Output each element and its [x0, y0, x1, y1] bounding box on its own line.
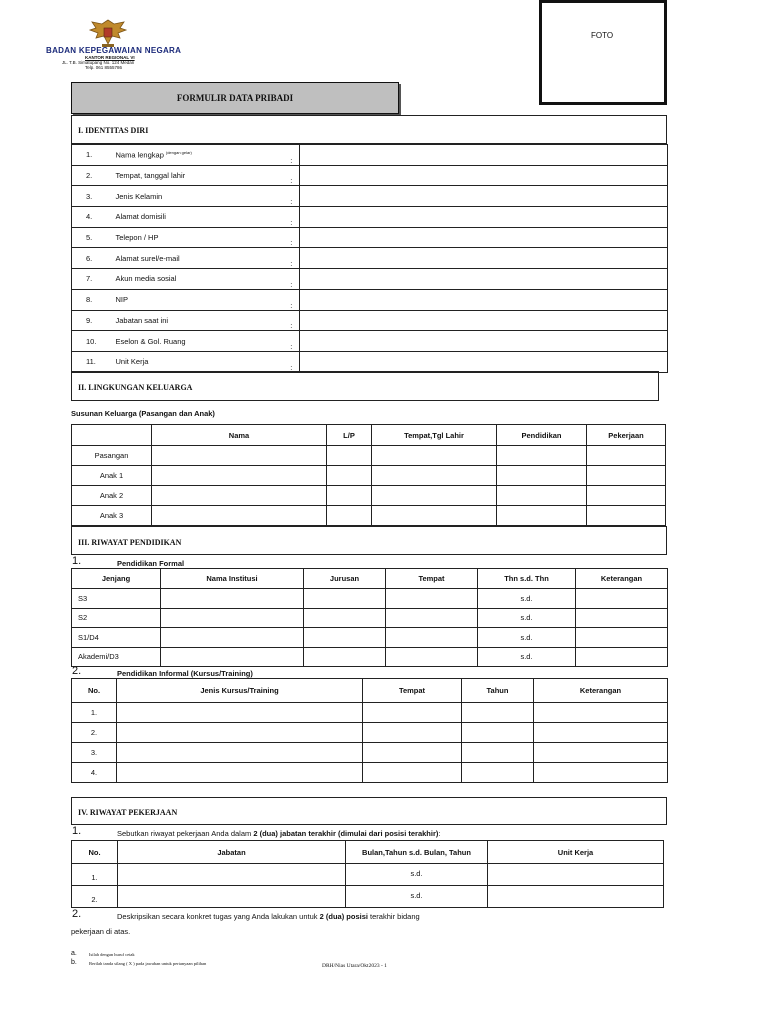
- pekerjaan-item2-num: 2.: [72, 908, 82, 920]
- column-header: Jurusan: [304, 569, 386, 589]
- identitas-colon: :: [284, 310, 300, 331]
- column-header: Keterangan: [576, 569, 668, 589]
- identitas-no: 4.: [72, 207, 112, 228]
- keluarga-member-label: Anak 3: [72, 506, 152, 526]
- identitas-label-text: Nama lengkap: [115, 150, 164, 160]
- identitas-label-text: Alamat domisili: [115, 212, 166, 222]
- column-header: Jabatan: [118, 841, 346, 864]
- identitas-label: [112, 227, 284, 248]
- informal-cell[interactable]: [117, 723, 363, 743]
- identitas-colon: :: [284, 331, 300, 352]
- keluarga-cell[interactable]: [152, 486, 327, 506]
- section-2-title-text: II. LINGKUNGAN KELUARGA: [78, 383, 193, 392]
- informal-no: 4.: [72, 763, 117, 783]
- identitas-colon: :: [284, 351, 300, 372]
- formal-cell[interactable]: [304, 589, 386, 609]
- identitas-colon: :: [284, 145, 300, 166]
- informal-no: 2.: [72, 723, 117, 743]
- office-name: KANTOR REGIONAL VI: [85, 55, 135, 60]
- formal-label: Pendidikan Formal: [117, 559, 185, 568]
- identitas-row: [72, 145, 668, 166]
- formal-row: [72, 589, 668, 609]
- identitas-colon: :: [284, 269, 300, 290]
- identitas-row: [72, 289, 668, 310]
- identitas-no: 9.: [72, 310, 112, 331]
- pekerjaan-cell[interactable]: [488, 886, 664, 908]
- identitas-value-field[interactable]: [300, 269, 668, 290]
- identitas-no: 3.: [72, 186, 112, 207]
- informal-row: [72, 763, 668, 783]
- formal-cell[interactable]: [576, 647, 668, 667]
- identitas-value-field[interactable]: [300, 227, 668, 248]
- identitas-row: [72, 269, 668, 290]
- identitas-no: 11.: [72, 351, 112, 372]
- pekerjaan-cell[interactable]: [118, 886, 346, 908]
- informal-no: 1.: [72, 703, 117, 723]
- identitas-value-field[interactable]: [300, 331, 668, 352]
- formal-cell[interactable]: [576, 628, 668, 648]
- identitas-row: [72, 186, 668, 207]
- informal-cell[interactable]: [363, 703, 462, 723]
- informal-label: Pendidikan Informal (Kursus/Training): [117, 669, 253, 678]
- footnote-b: [71, 959, 207, 966]
- garuda-emblem-icon: [88, 16, 128, 48]
- identitas-no: 10.: [72, 331, 112, 352]
- formal-num: 1.: [72, 555, 82, 567]
- formal-period[interactable]: s.d.: [478, 608, 576, 628]
- identitas-label: [112, 165, 284, 186]
- column-header: L/P: [327, 425, 372, 446]
- item1-bold-a: 2 (dua) jabatan terakhir (dimulai dari posisi terakhir): [253, 829, 439, 838]
- section-pendidikan-title: [71, 526, 667, 555]
- keluarga-row: [72, 506, 666, 526]
- informal-cell[interactable]: [363, 723, 462, 743]
- column-header: Pekerjaan: [587, 425, 666, 446]
- identitas-label-text: Tempat, tanggal lahir: [115, 171, 186, 181]
- identitas-label-text: Eselon & Gol. Ruang: [115, 336, 186, 346]
- identitas-label: [112, 145, 284, 166]
- informal-cell[interactable]: [363, 763, 462, 783]
- informal-cell[interactable]: [462, 723, 534, 743]
- formal-row: [72, 647, 668, 667]
- formal-level: S3: [72, 589, 161, 609]
- identitas-label: [112, 248, 284, 269]
- identitas-row: [72, 310, 668, 331]
- column-header: Nama: [152, 425, 327, 446]
- identitas-label-text: Alamat surel/e-mail: [115, 253, 180, 263]
- identitas-label-text: Akun media sosial: [115, 274, 177, 284]
- item1-text-b: :: [438, 829, 441, 838]
- identitas-colon: :: [284, 227, 300, 248]
- informal-cell[interactable]: [462, 763, 534, 783]
- keluarga-row: [72, 486, 666, 506]
- formal-level: Akademi/D3: [72, 647, 161, 667]
- formal-row: [72, 628, 668, 648]
- informal-cell[interactable]: [462, 703, 534, 723]
- informal-table: [71, 678, 668, 783]
- identitas-label-text: Unit Kerja: [115, 357, 149, 367]
- office-address: JL. T.B. Simatupang No. 124 Medan: [62, 60, 135, 65]
- photo-box[interactable]: [539, 0, 667, 105]
- formal-level: S2: [72, 608, 161, 628]
- section-4-title-text: IV. RIWAYAT PEKERJAAN: [78, 808, 178, 817]
- identitas-no: 7.: [72, 269, 112, 290]
- formal-level: S1/D4: [72, 628, 161, 648]
- keluarga-cell[interactable]: [152, 446, 327, 466]
- keluarga-cell[interactable]: [587, 446, 666, 466]
- formal-cell[interactable]: [161, 647, 304, 667]
- keluarga-row: [72, 466, 666, 486]
- keluarga-cell[interactable]: [587, 486, 666, 506]
- keluarga-subtitle: Susunan Keluarga (Pasangan dan Anak): [71, 409, 215, 418]
- photo-label: FOTO: [591, 31, 614, 40]
- pekerjaan-row: [72, 864, 664, 886]
- identitas-label-text: Jabatan saat ini: [115, 315, 169, 325]
- informal-num: 2.: [72, 665, 82, 677]
- formal-cell[interactable]: [576, 608, 668, 628]
- identitas-colon: :: [284, 207, 300, 228]
- keluarga-cell[interactable]: [497, 446, 587, 466]
- column-header: Tempat: [363, 679, 462, 703]
- formal-cell[interactable]: [161, 608, 304, 628]
- pekerjaan-row: [72, 886, 664, 908]
- informal-cell[interactable]: [534, 723, 668, 743]
- identitas-value-field[interactable]: [300, 165, 668, 186]
- footnote-b-text: Berilah tanda silang ( X ) pada jawaban untuk pertanyaan pilihan: [89, 961, 207, 966]
- identitas-colon: :: [284, 186, 300, 207]
- item1-text-a: Sebutkan riwayat pekerjaan Anda dalam: [117, 829, 254, 838]
- formal-row: [72, 608, 668, 628]
- identitas-no: 1.: [72, 145, 112, 166]
- identitas-label: [112, 186, 284, 207]
- pekerjaan-table: [71, 840, 664, 908]
- keluarga-row: [72, 446, 666, 466]
- keluarga-cell[interactable]: [152, 466, 327, 486]
- keluarga-member-label: Anak 1: [72, 466, 152, 486]
- pekerjaan-item1-text: [117, 829, 440, 838]
- section-identitas-title: [71, 115, 667, 144]
- column-header: Pendidikan: [497, 425, 587, 446]
- identitas-value-field[interactable]: [300, 186, 668, 207]
- keluarga-cell[interactable]: [587, 466, 666, 486]
- formal-cell[interactable]: [304, 628, 386, 648]
- section-1-title-text: I. IDENTITAS DIRI: [78, 126, 149, 135]
- section-pekerjaan-title: [71, 797, 667, 825]
- pekerjaan-item2-text-c: pekerjaan di atas.: [71, 927, 131, 936]
- keluarga-cell[interactable]: [497, 466, 587, 486]
- formal-cell[interactable]: [161, 628, 304, 648]
- formal-cell[interactable]: [386, 647, 478, 667]
- identitas-no: 2.: [72, 165, 112, 186]
- identitas-no: 6.: [72, 248, 112, 269]
- identitas-colon: :: [284, 165, 300, 186]
- pekerjaan-cell[interactable]: [118, 864, 346, 886]
- keluarga-cell[interactable]: [372, 466, 497, 486]
- keluarga-cell[interactable]: [327, 446, 372, 466]
- keluarga-member-label: Anak 2: [72, 486, 152, 506]
- column-header: [72, 425, 152, 446]
- informal-cell[interactable]: [534, 763, 668, 783]
- identitas-label: [112, 310, 284, 331]
- office-phone: Telp. 061 8555786: [85, 65, 123, 70]
- keluarga-cell[interactable]: [372, 506, 497, 526]
- column-header: No.: [72, 679, 117, 703]
- informal-cell[interactable]: [534, 743, 668, 763]
- footer-code: DRH/Nias Utara/Okt2023 - 1: [322, 963, 387, 969]
- keluarga-cell[interactable]: [497, 506, 587, 526]
- informal-row: [72, 743, 668, 763]
- keluarga-cell[interactable]: [327, 466, 372, 486]
- formal-period[interactable]: s.d.: [478, 589, 576, 609]
- formal-period[interactable]: s.d.: [478, 628, 576, 648]
- footnote-a-mark: a.: [71, 950, 77, 957]
- informal-cell[interactable]: [363, 743, 462, 763]
- identitas-label-text: Telepon / HP: [115, 233, 159, 243]
- identitas-table: [71, 144, 668, 373]
- footnote-a-text: Isilah dengan huruf cetak: [89, 952, 135, 957]
- keluarga-cell[interactable]: [372, 486, 497, 506]
- keluarga-table: [71, 424, 666, 526]
- identitas-label: [112, 207, 284, 228]
- identitas-value-field[interactable]: [300, 248, 668, 269]
- informal-cell[interactable]: [117, 703, 363, 723]
- pekerjaan-cell[interactable]: [488, 864, 664, 886]
- keluarga-cell[interactable]: [372, 446, 497, 466]
- pekerjaan-period[interactable]: s.d.: [346, 886, 488, 908]
- section-3-title-text: III. RIWAYAT PENDIDIKAN: [78, 538, 182, 547]
- formal-cell[interactable]: [304, 608, 386, 628]
- formal-cell[interactable]: [386, 589, 478, 609]
- keluarga-cell[interactable]: [587, 506, 666, 526]
- form-title-box: [71, 82, 399, 114]
- pekerjaan-no: 1.: [72, 864, 118, 886]
- identitas-value-field[interactable]: [300, 289, 668, 310]
- keluarga-cell[interactable]: [152, 506, 327, 526]
- identitas-row: [72, 331, 668, 352]
- pekerjaan-no: 2.: [72, 886, 118, 908]
- keluarga-member-label: Pasangan: [72, 446, 152, 466]
- identitas-label-text: Jenis Kelamin: [115, 191, 163, 201]
- formal-cell[interactable]: [161, 589, 304, 609]
- identitas-value-field[interactable]: [300, 351, 668, 372]
- identitas-value-field[interactable]: [300, 207, 668, 228]
- identitas-label-note: (dengan gelar): [165, 150, 192, 156]
- identitas-label: [112, 331, 284, 352]
- formal-cell[interactable]: [386, 608, 478, 628]
- footnote-b-mark: b.: [71, 959, 77, 966]
- identitas-row: [72, 207, 668, 228]
- informal-cell[interactable]: [117, 763, 363, 783]
- identitas-no: 8.: [72, 289, 112, 310]
- identitas-colon: :: [284, 248, 300, 269]
- column-header: Tempat: [386, 569, 478, 589]
- identitas-row: [72, 351, 668, 372]
- section-keluarga-title: [71, 371, 659, 401]
- column-header: No.: [72, 841, 118, 864]
- column-header: Tahun: [462, 679, 534, 703]
- informal-row: [72, 703, 668, 723]
- item2-text-a: Deskripsikan secara konkret tugas yang Anda lakukan untuk: [117, 912, 320, 921]
- pekerjaan-item1-num: 1.: [72, 825, 82, 837]
- formal-cell[interactable]: [386, 628, 478, 648]
- keluarga-cell[interactable]: [327, 506, 372, 526]
- column-header: Thn s.d. Thn: [478, 569, 576, 589]
- pekerjaan-item2-text: [117, 912, 420, 921]
- identitas-row: [72, 165, 668, 186]
- informal-cell[interactable]: [534, 703, 668, 723]
- org-name: BADAN KEPEGAWAIAN NEGARA: [46, 46, 182, 55]
- identitas-label: [112, 269, 284, 290]
- item2-text-b: terakhir bidang: [367, 912, 420, 921]
- column-header: Jenis Kursus/Training: [117, 679, 363, 703]
- formal-table: [71, 568, 668, 667]
- pekerjaan-period[interactable]: s.d.: [346, 864, 488, 886]
- identitas-row: [72, 227, 668, 248]
- identitas-value-field[interactable]: [300, 310, 668, 331]
- identitas-label: [112, 351, 284, 372]
- formal-period[interactable]: s.d.: [478, 647, 576, 667]
- identitas-value-field[interactable]: [300, 145, 668, 166]
- column-header: Bulan,Tahun s.d. Bulan, Tahun: [346, 841, 488, 864]
- column-header: Nama Institusi: [161, 569, 304, 589]
- column-header: Unit Kerja: [488, 841, 664, 864]
- formal-cell[interactable]: [304, 647, 386, 667]
- item2-bold-a: 2 (dua) posisi: [319, 912, 368, 921]
- informal-no: 3.: [72, 743, 117, 763]
- informal-cell[interactable]: [117, 743, 363, 763]
- column-header: Jenjang: [72, 569, 161, 589]
- form-title: FORMULIR DATA PRIBADI: [176, 93, 294, 103]
- identitas-label-text: NIP: [115, 295, 129, 305]
- column-header: Tempat,Tgl Lahir: [372, 425, 497, 446]
- keluarga-cell[interactable]: [497, 486, 587, 506]
- keluarga-cell[interactable]: [327, 486, 372, 506]
- formal-cell[interactable]: [576, 589, 668, 609]
- identitas-label: [112, 289, 284, 310]
- identitas-colon: :: [284, 289, 300, 310]
- identitas-no: 5.: [72, 227, 112, 248]
- identitas-row: [72, 248, 668, 269]
- column-header: Keterangan: [534, 679, 668, 703]
- informal-cell[interactable]: [462, 743, 534, 763]
- footnote-a: [71, 950, 135, 957]
- informal-row: [72, 723, 668, 743]
